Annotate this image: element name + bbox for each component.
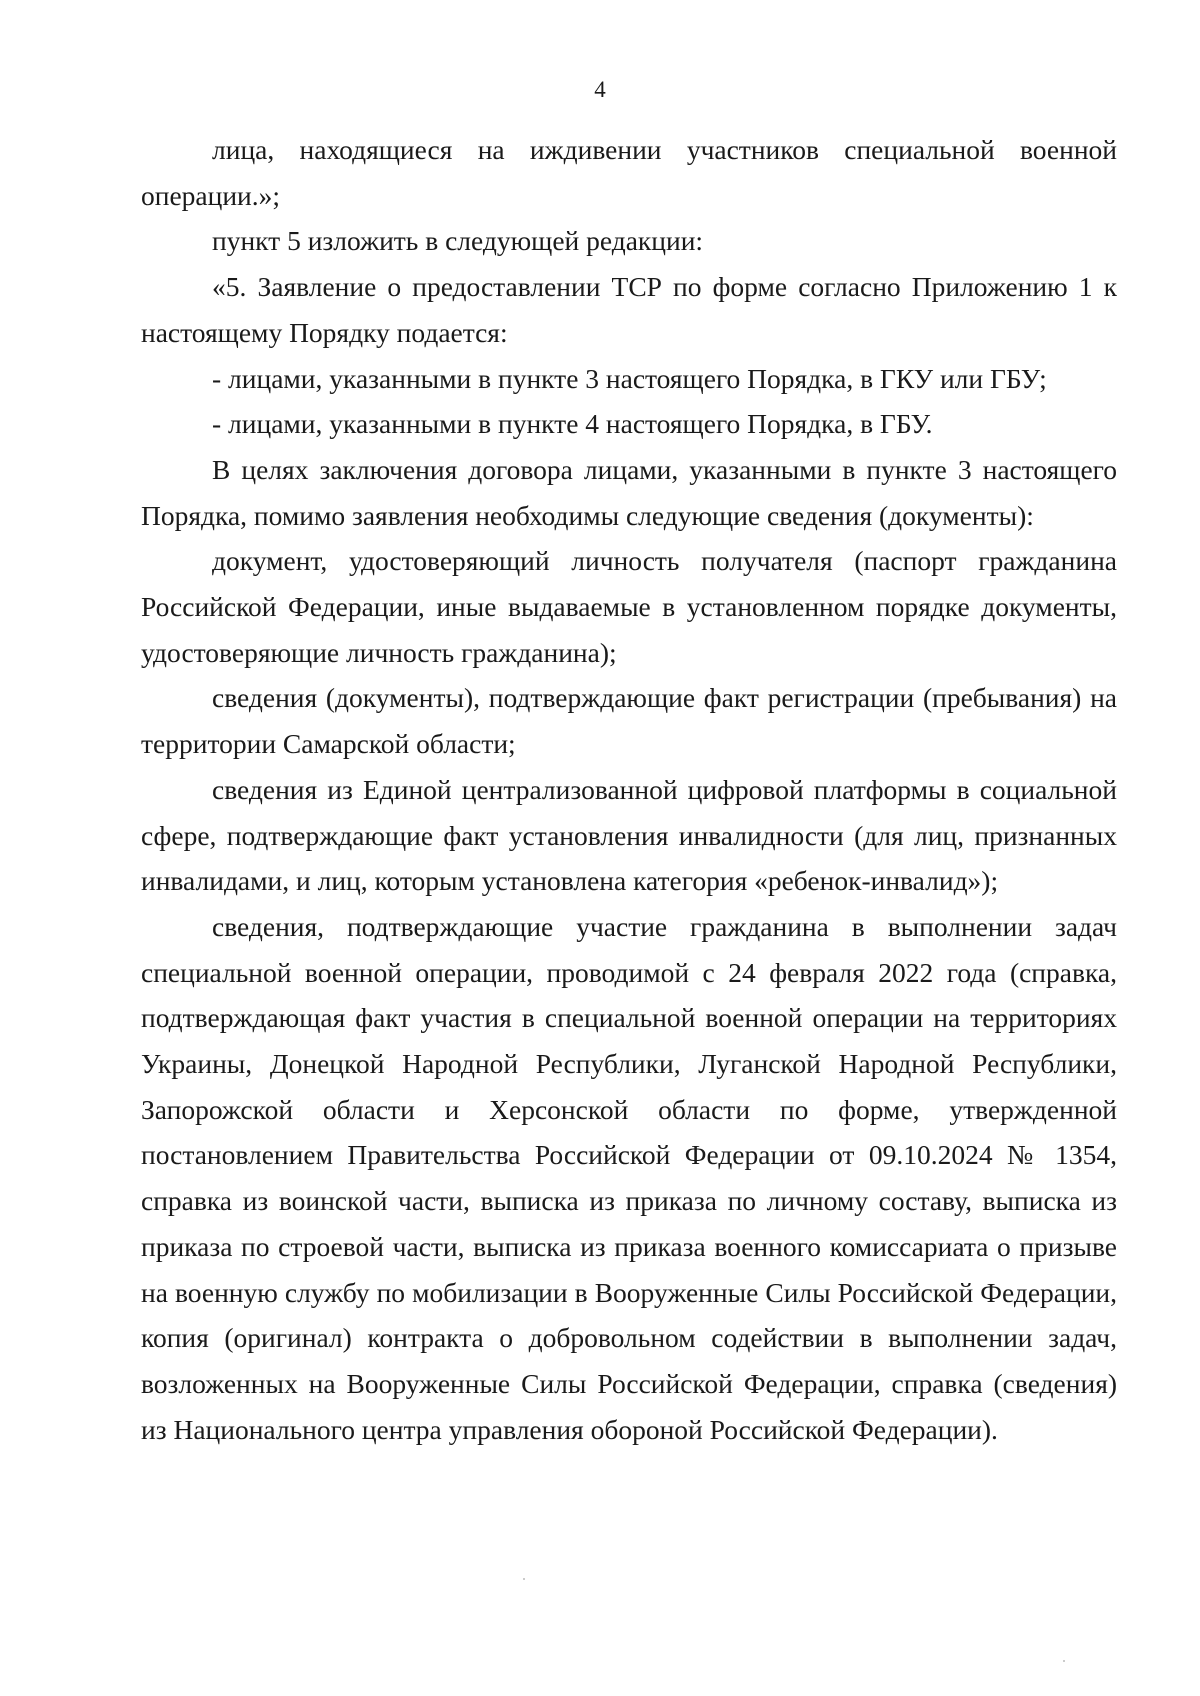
paragraph-contract-requirements: В целях заключения договора лицами, указанными в пункте 3 настоящего Порядка, помимо заявления необходимы следующие сведения (документы): [141, 453, 1117, 531]
paragraph-point-5-application: «5. Заявление о предоставлении ТСР по форме согласно Приложению 1 к настоящему Порядку подается: [141, 271, 1117, 348]
paragraph-disability-info: сведения из Единой централизованной цифровой платформы в социальной сфере, подтверждающие факт установления инвалидности (для лиц, признанных инвалидами, и лиц, которым установлена категория «ребенок-инвалид»); [141, 773, 1117, 897]
paragraph-list-item-point-3: - лицами, указанными в пункте 3 настоящего Порядка, в ГКУ или ГБУ; [212, 362, 1047, 394]
paragraph-svo-participation: сведения, подтверждающие участие гражданина в выполнении задач специальной военной операции, проводимой с 24 февраля 2022 года (справка, подтверждающая факт участия в специальной военной операции на территориях Украины, Донецкой Народной Республики, Луганской Народной Республики, Запорожской области и Херсонской области по форме, утвержденной постановлением Правительства Российской Федерации от 09.10.2024 № 1354, справка из воинской части, выписка из приказа по личному составу, выписка из приказа по строевой части, выписка из приказа военного комиссариата о призыве на военную службу по мобилизации в Вооруженные Силы Российской Федерации, копия (оригинал) контракта о добровольном содействии в выполнении задач, возложенных на Вооруженные Силы Российской Федерации, справка (сведения) из Национального центра управления обороной Российской Федерации). [141, 910, 1117, 1445]
scan-speck [1063, 1660, 1065, 1662]
paragraph-identity-document: документ, удостоверяющий личность получателя (паспорт гражданина Российской Федерации, иные выдаваемые в установленном порядке документы, удостоверяющие личность гражданина); [141, 545, 1117, 668]
document-body [141, 127, 1117, 1452]
page-number: 4 [594, 77, 606, 102]
paragraph-dependents: лица, находящиеся на иждивении участников специальной военной операции.»; [141, 134, 1117, 211]
paragraph-amend-point-5: пункт 5 изложить в следующей редакции: [212, 225, 704, 257]
paragraph-list-item-point-4: - лицами, указанными в пункте 4 настоящего Порядка, в ГБУ. [212, 408, 933, 440]
scan-speck [523, 1578, 525, 1580]
paragraph-registration-info: сведения (документы), подтверждающие факт регистрации (пребывания) на территории Самарской области; [141, 682, 1117, 760]
